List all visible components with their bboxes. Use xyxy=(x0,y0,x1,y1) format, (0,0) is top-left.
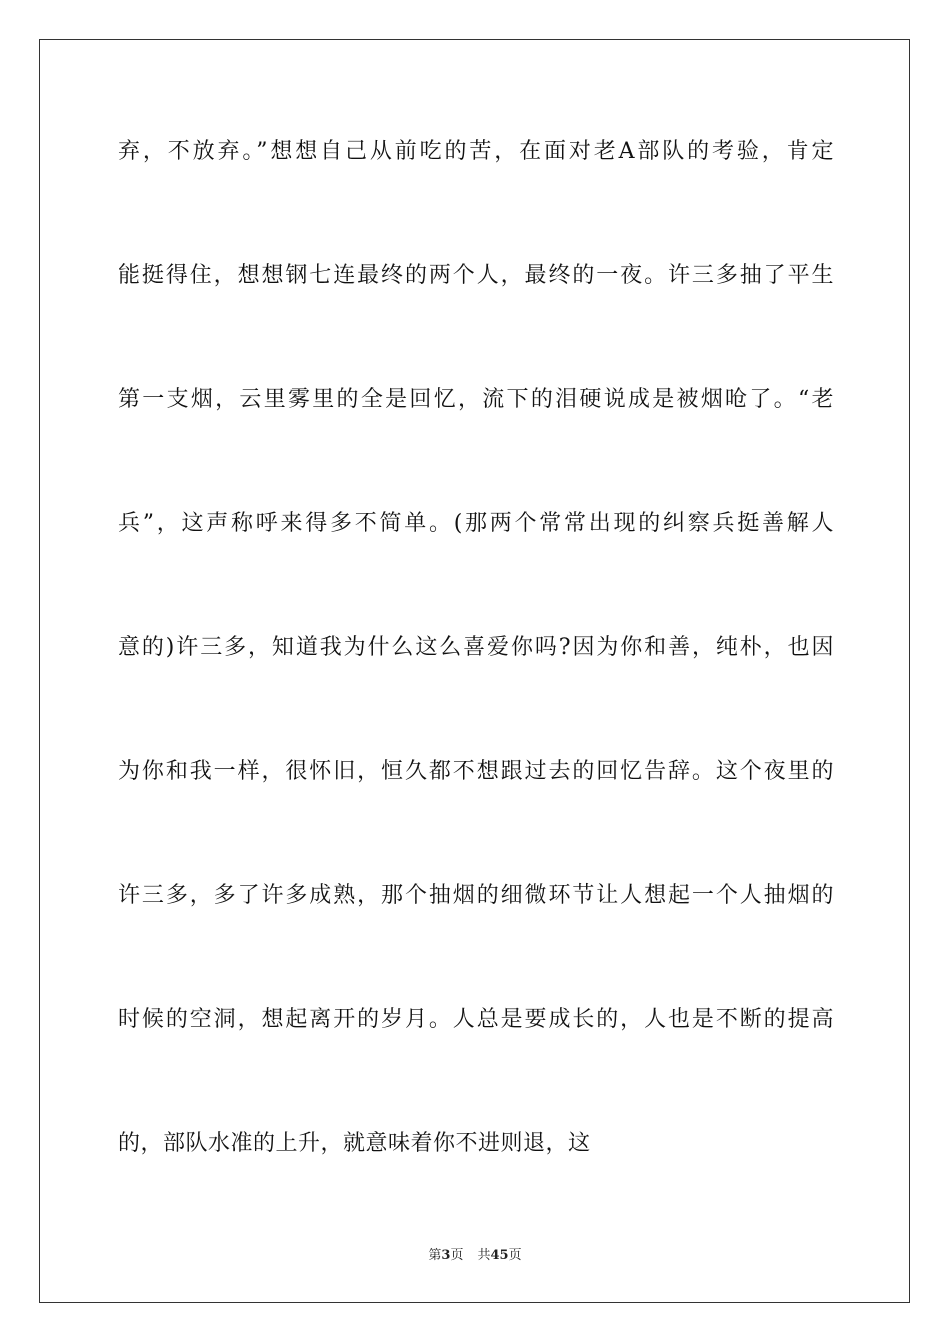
text-line-8: 时候的空洞，想起离开的岁月。人总是要成长的，人也是不断的提高 xyxy=(118,1007,834,1032)
total-suffix: 页 xyxy=(508,1248,522,1263)
text-line-2: 能挺得住，想想钢七连最终的两个人，最终的一夜。许三多抽了平生 xyxy=(118,263,834,288)
text-line-4: 兵”，这声称呼来得多不简单。(那两个常常出现的纠察兵挺善解人 xyxy=(118,511,834,536)
page-prefix: 第 xyxy=(428,1248,442,1263)
total-page-count: 45 xyxy=(490,1248,509,1263)
page-suffix: 页 xyxy=(450,1248,464,1263)
text-line-9: 的，部队水准的上升，就意味着你不进则退，这 xyxy=(118,1131,591,1156)
current-page-number: 3 xyxy=(441,1248,451,1263)
total-prefix: 共 xyxy=(477,1248,491,1263)
text-line-5: 意的)许三多，知道我为什么这么喜爱你吗?因为你和善，纯朴，也因 xyxy=(118,635,834,660)
text-line-7: 许三多，多了许多成熟，那个抽烟的细微环节让人想起一个人抽烟的 xyxy=(118,883,834,908)
text-line-3: 第一支烟，云里雾里的全是回忆，流下的泪硬说成是被烟呛了。“老 xyxy=(118,387,834,412)
page-footer xyxy=(0,1247,950,1265)
page-border xyxy=(39,39,910,1303)
text-line-6: 为你和我一样，很怀旧，恒久都不想跟过去的回忆告辞。这个夜里的 xyxy=(118,759,834,784)
text-line-1: 弃，不放弃。”想想自己从前吃的苦，在面对老A部队的考验，肯定 xyxy=(118,139,834,164)
